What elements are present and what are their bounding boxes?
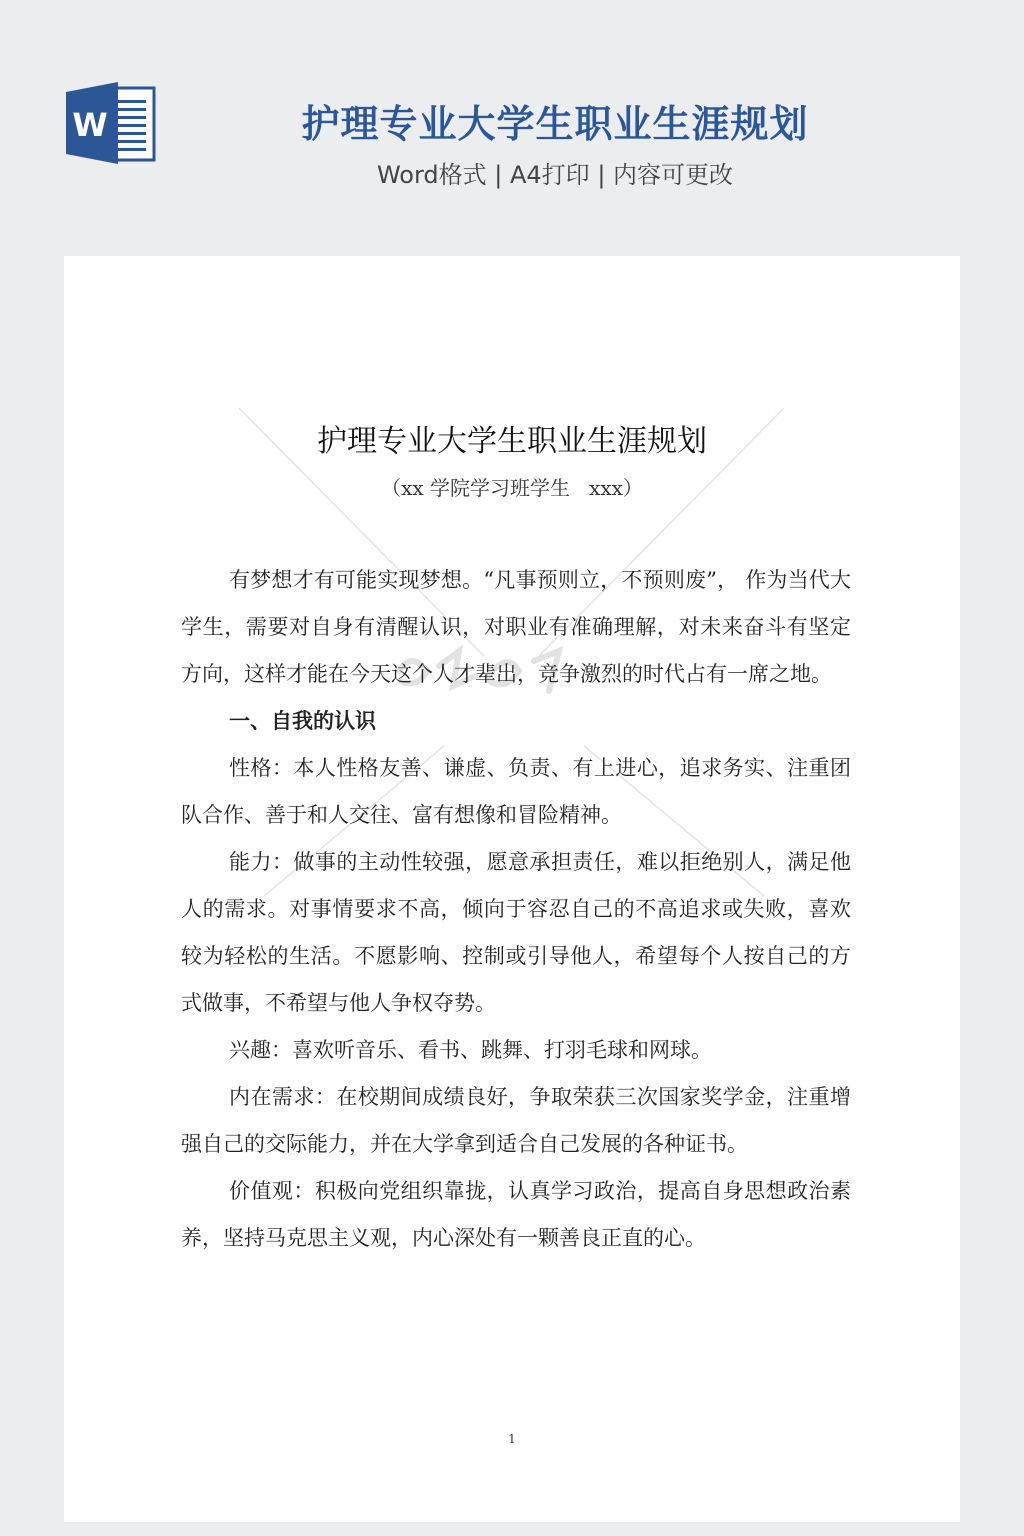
banner-subtitle: Word格式 | A4打印 | 内容可更改 (376, 161, 734, 189)
document-body (181, 557, 851, 1262)
word-logo-letter: W (72, 106, 108, 144)
paragraph-intro: 有梦想才有可能实现梦想。“凡事预则立，不预则废”， 作为当代大学生，需要对自身有清醒认识，对职业有准确理解，对未来奋斗有坚定方向，这样才能在今天这个人才辈出，竞争激烈的时代占有一席之地。 (181, 568, 851, 686)
banner-header (0, 0, 1024, 256)
paragraph-needs: 内在需求：在校期间成绩良好，争取荣获三次国家奖学金，注重增强自己的交际能力，并在大学拿到适合自己发展的各种证书。 (181, 1085, 851, 1156)
document-page (64, 256, 960, 1522)
paragraph-ability: 能力：做事的主动性较强，愿意承担责任，难以拒绝别人，满足他人的需求。对事情要求不高，倾向于容忍自己的不高追求或失败，喜欢较为轻松的生活。不愿影响、控制或引导他人，希望每个人按自己的方式做事，不希望与他人争权夺势。 (181, 850, 851, 1015)
document-title: 护理专业大学生职业生涯规划 (317, 424, 707, 459)
document-subtitle: （xx 学院学习班学生 xxx） (381, 476, 643, 500)
paragraph-values: 价值观：积极向党组织靠拢，认真学习政治，提高自身思想政治素养，坚持马克思主义观，内心深处有一颗善良正直的心。 (181, 1179, 851, 1250)
page-number: 1 (508, 1432, 516, 1446)
paragraph-interests: 兴趣：喜欢听音乐、看书、跳舞、打羽毛球和网球。 (229, 1038, 712, 1062)
paragraph-personality: 性格：本人性格友善、谦虚、负责、有上进心，追求务实、注重团队合作、善于和人交往、富有想像和冒险精神。 (181, 756, 851, 827)
word-icon (66, 82, 156, 164)
banner-title: 护理专业大学生职业生涯规划 (301, 102, 809, 146)
section-heading: 一、自我的认识 (229, 709, 376, 733)
